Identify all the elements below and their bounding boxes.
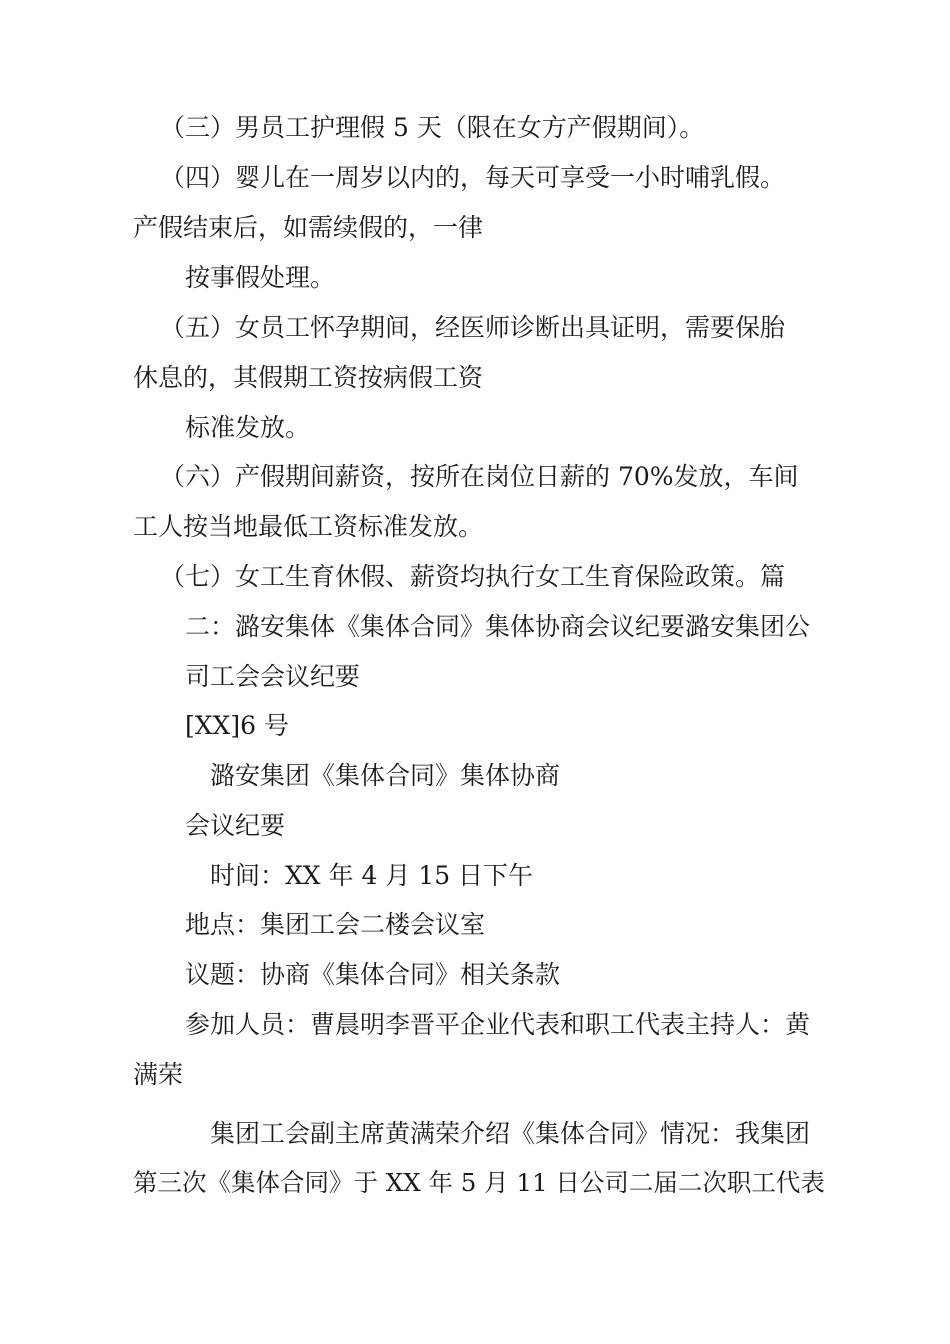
text-line-9: 工人按当地最低工资标准发放。 [133, 512, 484, 541]
text-line-4: 按事假处理。 [185, 263, 336, 292]
text-line-10: （七）女工生育休假、薪资均执行女工生育保险政策。篇 [160, 562, 786, 591]
text-line-18: 议题：协商《集体合同》相关条款 [185, 960, 561, 989]
text-line-16: 时间：XX 年 4 月 15 日下午 [210, 861, 534, 890]
text-line-14: 潞安集团《集体合同》集体协商 [210, 761, 561, 790]
text-line-7: 标准发放。 [185, 413, 311, 442]
text-line-2: （四）婴儿在一周岁以内的，每天可享受一小时哺乳假。 [160, 163, 786, 192]
text-line-6: 休息的，其假期工资按病假工资 [133, 363, 484, 392]
text-line-3: 产假结束后，如需续假的，一律 [133, 213, 484, 242]
text-line-15: 会议纪要 [185, 811, 286, 840]
text-line-1: （三）男员工护理假 5 天（限在女方产假期间）。 [160, 113, 705, 142]
text-line-5: （五）女员工怀孕期间，经医师诊断出具证明，需要保胎 [160, 313, 786, 342]
text-line-17: 地点：集团工会二楼会议室 [185, 910, 486, 939]
text-line-8: （六）产假期间薪资，按所在岗位日薪的 70%发放，车间 [160, 462, 799, 491]
text-line-22: 第三次《集体合同》于 XX 年 5 月 11 日公司二届二次职工代表 [133, 1168, 825, 1197]
text-line-19: 参加人员：曹晨明李晋平企业代表和职工代表主持人：黄 [185, 1010, 811, 1039]
text-line-13: [XX]6 号 [185, 711, 289, 740]
text-line-20: 满荣 [133, 1060, 184, 1089]
text-line-11: 二：潞安集体《集体合同》集体协商会议纪要潞安集团公 [185, 612, 811, 641]
text-line-21: 集团工会副主席黄满荣介绍《集体合同》情况：我集团 [210, 1119, 811, 1148]
text-line-12: 司工会会议纪要 [185, 662, 361, 691]
